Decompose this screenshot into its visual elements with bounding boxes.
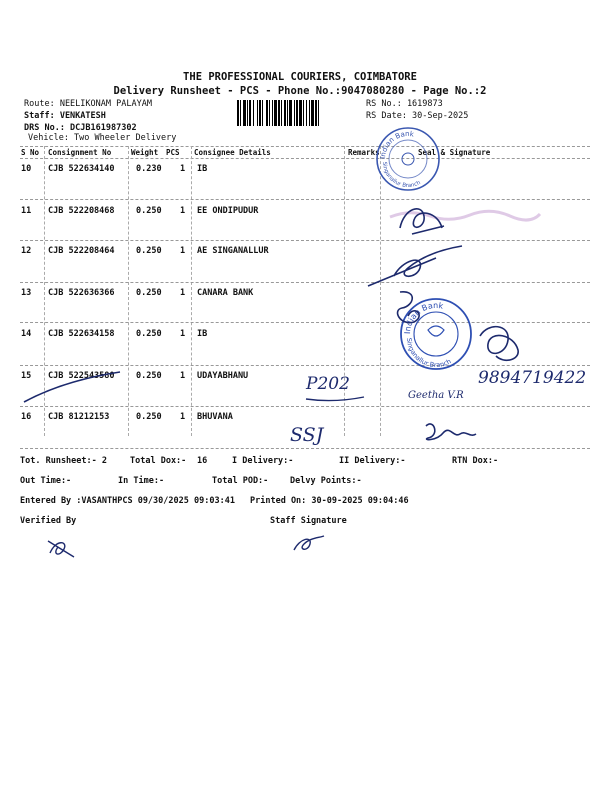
handwritten-phone: 9894719422 xyxy=(478,368,587,388)
row-weight: 0.250 xyxy=(136,288,162,298)
row-consignment: CJB 522543580 xyxy=(48,371,115,381)
col-sno: S No xyxy=(21,148,40,157)
col-seal-signature: Seal & Signature xyxy=(418,148,491,157)
row-pcs: 1 xyxy=(180,164,186,174)
handwritten-initials: SSJ xyxy=(290,424,324,446)
company-title: THE PROFESSIONAL COURIERS, COIMBATORE xyxy=(183,71,417,83)
row-consignee: IB xyxy=(197,164,208,174)
row-consignment: CJB 522208468 xyxy=(48,206,115,216)
row-sno: 11 xyxy=(21,206,32,216)
row-consignee: IB xyxy=(197,329,208,339)
in-time: In Time:- xyxy=(118,476,165,486)
signature-row11-icon xyxy=(392,198,452,238)
row-divider xyxy=(20,199,590,200)
barcode-icon xyxy=(237,100,363,126)
strike-mark-icon xyxy=(20,368,130,404)
vehicle: Vehicle: Two Wheeler Delivery xyxy=(28,133,177,143)
runsheet-subtitle: Delivery Runsheet - PCS - Phone No.:9047080280 - Page No.:2 xyxy=(113,85,487,97)
staff: Staff: VENKATESH xyxy=(24,111,106,121)
i-delivery: I Delivery:- xyxy=(232,456,294,466)
signature-row14-icon xyxy=(474,316,524,366)
row-consignment: CJB 522634158 xyxy=(48,329,115,339)
row-weight: 0.250 xyxy=(136,246,162,256)
row-sno: 16 xyxy=(21,412,32,422)
row-sno: 12 xyxy=(21,246,32,256)
bank-stamp-icon xyxy=(375,126,441,192)
row-consignment: CJB 522634140 xyxy=(48,164,115,174)
stamp-text-top: Indian Bank xyxy=(378,129,415,160)
col-consignment: Consignment No xyxy=(48,148,112,157)
row-consignment: CJB 522208464 xyxy=(48,246,115,256)
route: Route: NEELIKONAM PALAYAM xyxy=(24,99,152,109)
col-pcs: PCS xyxy=(166,148,180,157)
svg-text:Singanallur Branch xyxy=(405,338,453,370)
rs-date: RS Date: 30-Sep-2025 xyxy=(366,111,469,121)
total-dox-value: 16 xyxy=(197,456,208,466)
row-divider xyxy=(20,240,590,241)
stamp-text-bottom: Singanallur Branch xyxy=(380,161,422,190)
drs-number: DRS No.: DCJB161987302 xyxy=(24,123,137,133)
row-weight: 0.250 xyxy=(136,329,162,339)
total-dox-label: Total Dox:- xyxy=(130,456,187,466)
handwritten-name: Geetha V.R xyxy=(408,390,464,401)
table-bottom-border xyxy=(20,448,590,449)
row-weight: 0.230 xyxy=(136,164,162,174)
handwritten-underline-icon xyxy=(304,395,366,403)
row-pcs: 1 xyxy=(180,412,186,422)
stamp-text-top: Indian Bank xyxy=(402,300,444,335)
row-consignment: CJB 522636366 xyxy=(48,288,115,298)
signature-row12-icon xyxy=(366,244,466,290)
verified-by: Verified By xyxy=(20,516,77,526)
row-consignee: AE SINGANALLUR xyxy=(197,246,269,256)
row-divider xyxy=(20,406,590,407)
row-consignee: BHUVANA xyxy=(197,412,233,422)
col-remarks: Remarks xyxy=(348,148,380,157)
row-pcs: 1 xyxy=(180,329,186,339)
rs-number: RS No.: 1619873 xyxy=(366,99,443,109)
row-weight: 0.250 xyxy=(136,206,162,216)
handwritten-note: P202 xyxy=(306,374,350,394)
printed-on: Printed On: 30-09-2025 09:04:46 xyxy=(250,496,409,506)
total-pod: Total POD:- xyxy=(212,476,269,486)
row-pcs: 1 xyxy=(180,288,186,298)
col-divider xyxy=(191,146,192,436)
signature-row13-icon xyxy=(390,286,430,330)
row-pcs: 1 xyxy=(180,371,186,381)
entered-by: Entered By :VASANTHPCS 09/30/2025 09:03:41 xyxy=(20,496,235,506)
row-pcs: 1 xyxy=(180,206,186,216)
row-sno: 10 xyxy=(21,164,32,174)
row-consignee: EE ONDIPUDUR xyxy=(197,206,259,216)
delvy-points: Delvy Points:- xyxy=(290,476,362,486)
row-consignee: UDAYABHANU xyxy=(197,371,249,381)
row-divider xyxy=(20,282,590,283)
stamp-text-bottom: Singanallur Branch xyxy=(404,337,453,370)
out-time: Out Time:- xyxy=(20,476,72,486)
row-sno: 13 xyxy=(21,288,32,298)
row-consignee: CANARA BANK xyxy=(197,288,254,298)
row-sno: 15 xyxy=(21,371,32,381)
signature-row16-icon xyxy=(420,416,480,446)
row-consignment: CJB 81212153 xyxy=(48,412,110,422)
table-top-border xyxy=(20,146,590,147)
staff-signature-label: Staff Signature xyxy=(270,516,347,526)
row-weight: 0.250 xyxy=(136,412,162,422)
col-weight: Weight xyxy=(131,148,159,157)
col-consignee: Consignee Details xyxy=(194,148,271,157)
svg-text:Singanallur Branch xyxy=(381,162,422,189)
table-header-border xyxy=(20,158,590,159)
staff-signature-icon xyxy=(290,532,326,554)
ii-delivery: II Delivery:- xyxy=(339,456,406,466)
tot-runsheet: Tot. Runsheet:- 2 xyxy=(20,456,107,466)
row-weight: 0.250 xyxy=(136,371,162,381)
rtn-dox: RTN Dox:- xyxy=(452,456,499,466)
svg-text:Indian Bank xyxy=(379,130,415,159)
row-sno: 14 xyxy=(21,329,32,339)
verified-signature-icon xyxy=(46,535,78,559)
row-pcs: 1 xyxy=(180,246,186,256)
